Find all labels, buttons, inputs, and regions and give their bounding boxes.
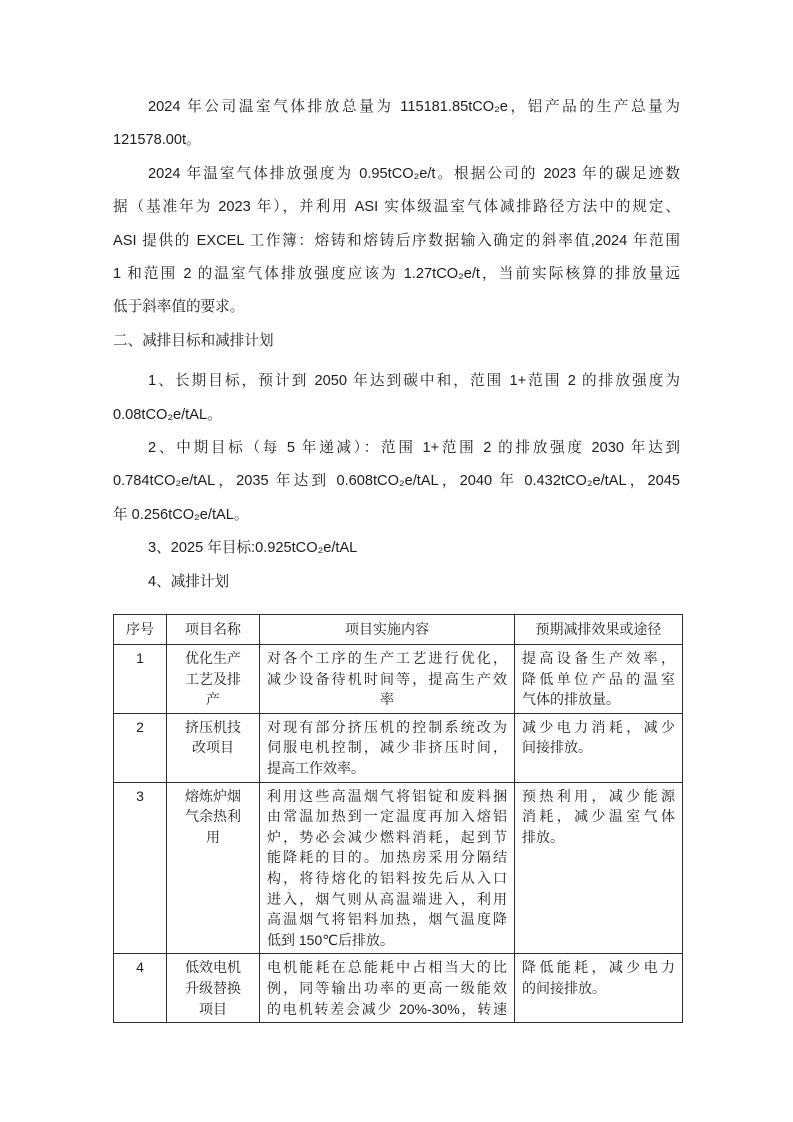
- header-cell-project-name: 项目名称: [167, 615, 260, 645]
- text-line: 用: [206, 828, 220, 845]
- item-mid-term-target: [113, 432, 680, 532]
- table-row-1: [114, 645, 683, 714]
- text-line: 产: [206, 691, 220, 708]
- text-line: 项目: [199, 1000, 227, 1017]
- text-line: 气体的排放量。: [522, 691, 620, 708]
- text-line: 据（基准年为 2023 年），并利用 ASI 实体级温室气体减排路径方法中的规定、: [113, 199, 680, 216]
- text-line: 年 0.256tCO₂e/tAL。: [113, 506, 249, 523]
- text-line: 0.08tCO₂e/tAL。: [113, 406, 222, 423]
- text-line: 2024 年温室气体排放强度为 0.95tCO₂e/t。根据公司的 2023 年的碳足迹数: [148, 165, 680, 182]
- text-line: 减少电力消耗，减少: [522, 718, 675, 735]
- text-line: 优化生产: [185, 650, 241, 667]
- text-line: 高温烟气将铝料加热，烟气温度降: [267, 911, 507, 928]
- text-line: 4、减排计划: [148, 573, 230, 590]
- text-line: 2024 年公司温室气体排放总量为 115181.85tCO₂e，铝产品的生产总量为: [148, 99, 680, 115]
- table-header-row: [114, 615, 683, 645]
- text-line: 降低能耗，减少电力: [522, 959, 675, 976]
- item-reduction-plan-label: [113, 566, 680, 599]
- cell-expected-effect: [515, 782, 683, 954]
- text-line: 气余热利: [185, 808, 241, 825]
- text-line: 能降耗的目的。加热房采用分隔结: [267, 849, 507, 866]
- text-line: 对各个工序的生产工艺进行优化，: [267, 650, 507, 667]
- cell-no: 2: [114, 713, 167, 782]
- text-line: 例，同等输出功率的更高一级能效: [267, 980, 507, 996]
- cell-expected-effect: [515, 954, 683, 1023]
- text-line: 利用这些高温烟气将铝锭和废料捆: [267, 787, 507, 804]
- cell-project-name: [167, 782, 260, 954]
- cell-no: 3: [114, 782, 167, 954]
- text-line: 低到 150℃后排放。: [267, 931, 394, 948]
- cell-no: 1: [114, 645, 167, 714]
- text-line: 挤压机技: [185, 718, 241, 735]
- cell-expected-effect: [515, 645, 683, 714]
- text-line: 1 和范围 2 的温室气体排放强度应该为 1.27tCO₂e/t，当前实际核算的排放量远: [113, 266, 680, 283]
- cell-expected-effect: [515, 713, 683, 782]
- table-row-4: [114, 954, 683, 1023]
- text-line: 升级替换: [185, 980, 241, 996]
- item-long-term-target: [113, 365, 680, 432]
- text-line: 消耗，减少温室气体: [522, 808, 675, 825]
- text-line: 的间接排放。: [522, 980, 606, 996]
- cell-project-content: [260, 954, 515, 1023]
- text-line: 的电机转差会减少 20%-30%，转速: [267, 1000, 507, 1017]
- cell-no: 4: [114, 954, 167, 1023]
- text-line: 伺服电机控制，减少非挤压时间，: [267, 739, 507, 756]
- text-line: 低效电机: [185, 959, 241, 976]
- text-line: 排放。: [522, 828, 564, 845]
- text-line: 降低单位产品的温室: [522, 670, 675, 687]
- cell-project-content: [260, 645, 515, 714]
- paragraph-total-emissions: [113, 91, 680, 158]
- text-line: 3、2025 年目标:0.925tCO₂e/tAL: [148, 540, 358, 557]
- text-line: 熔炼炉烟: [185, 787, 241, 804]
- reduction-plan-table: [113, 614, 683, 1023]
- cell-project-name: [167, 645, 260, 714]
- item-2025-target: [113, 532, 680, 565]
- text-line: 1、长期目标，预计到 2050 年达到碳中和，范围 1+范围 2 的排放强度为: [148, 373, 680, 390]
- text-line: 低于斜率值的要求。: [113, 299, 245, 316]
- text-line: 率: [380, 691, 394, 708]
- text-line: 工艺及排: [185, 670, 241, 687]
- text-line: 间接排放。: [522, 739, 592, 756]
- cell-project-name: [167, 954, 260, 1023]
- header-cell-expected-effect: 预期减排效果或途径: [515, 615, 683, 645]
- text-line: ASI 提供的 EXCEL 工作簿：熔铸和熔铸后序数据输入确定的斜率值,2024 年范围: [113, 232, 680, 249]
- table-row-2: [114, 713, 683, 782]
- cell-project-content: [260, 713, 515, 782]
- table-row-3: [114, 782, 683, 954]
- text-line: 对现有部分挤压机的控制系统改为: [267, 718, 507, 735]
- text-line: 构，将待熔化的铝料按先后从入口: [267, 870, 507, 887]
- text-line: 减少设备待机时间等，提高生产效: [267, 670, 507, 687]
- text-line: 121578.00t。: [113, 132, 201, 149]
- paragraph-emission-intensity: [113, 158, 680, 325]
- text-line: 2、中期目标（每 5 年递减）：范围 1+范围 2 的排放强度 2030 年达到: [148, 440, 680, 457]
- header-cell-project-content: 项目实施内容: [260, 615, 515, 645]
- text-line: 提高设备生产效率，: [522, 650, 675, 667]
- header-cell-no: 序号: [114, 615, 167, 645]
- cell-project-content: [260, 782, 515, 954]
- text-line: 0.784tCO₂e/tAL，2035 年达到 0.608tCO₂e/tAL，2040 年 0.432tCO₂e/tAL，2045: [113, 473, 680, 490]
- text-line: 炉，势必会减少燃料消耗，起到节: [267, 828, 507, 845]
- text-line: 电机能耗在总能耗中占相当大的比: [267, 959, 507, 976]
- text-line: 进入，烟气则从高温端进入，利用: [267, 890, 507, 907]
- text-line: 由常温加热到一定温度再加入熔铝: [267, 808, 507, 825]
- section-heading-reduction-targets: 二、减排目标和减排计划: [113, 332, 274, 349]
- cell-project-name: [167, 713, 260, 782]
- text-line: 提高工作效率。: [267, 760, 365, 777]
- text-line: 改项目: [192, 739, 234, 756]
- text-line: 预热利用，减少能源: [522, 787, 675, 804]
